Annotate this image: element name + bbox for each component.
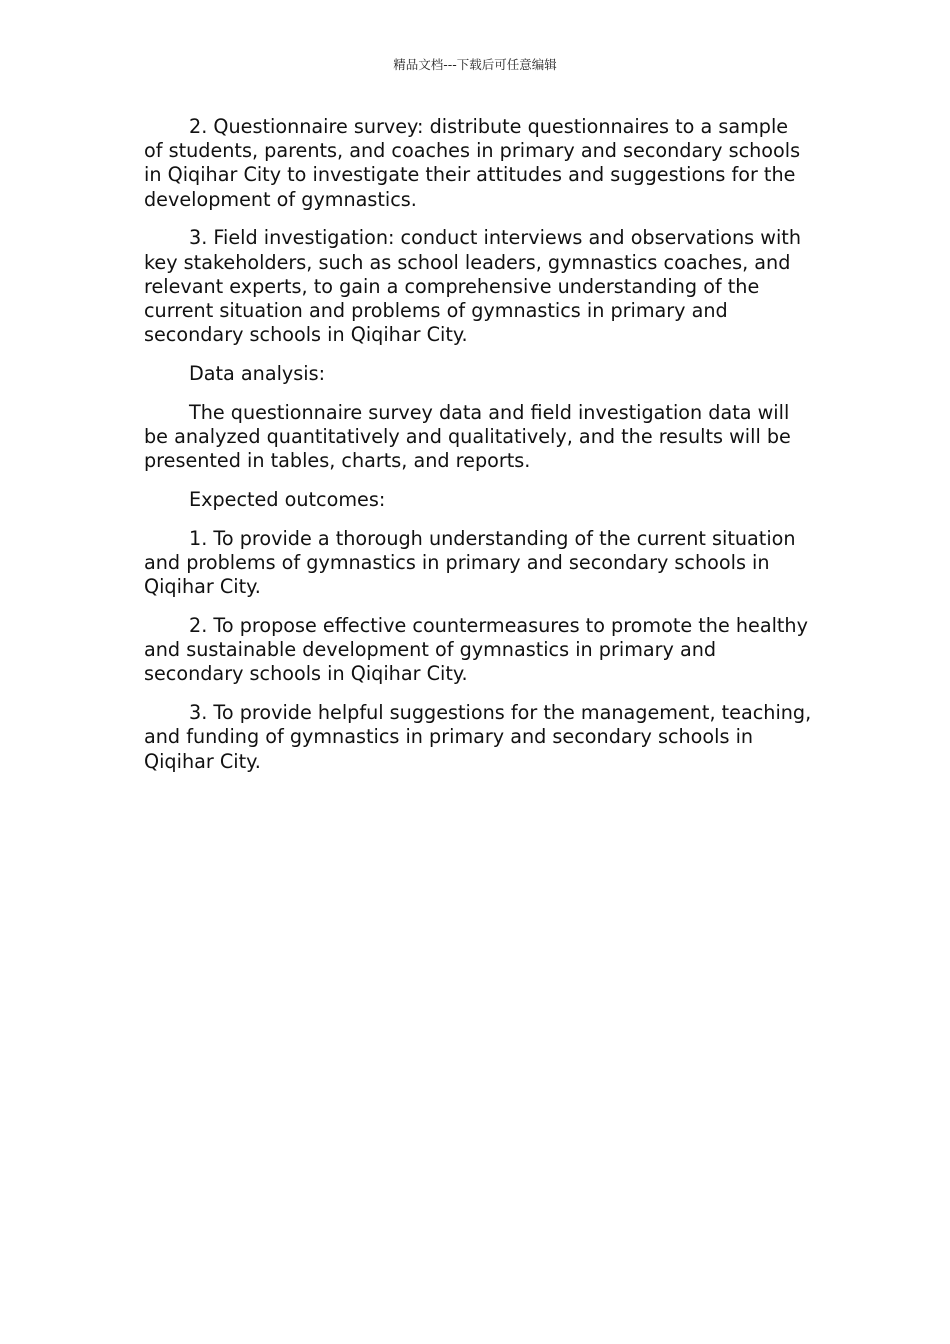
paragraph-outcome-2: 2. To propose effective countermeasures to promote the healthy and sustainable development of gymnastics in primary and secondary schools in Qiqihar City. xyxy=(144,614,808,686)
paragraph-questionnaire-survey: 2. Questionnaire survey: distribute questionnaires to a sample of students, parents, and coaches in primary and secondary schools in Qiqihar City to investigate their attitudes and suggestions for the development of gymnastics. xyxy=(144,115,801,211)
paragraph-data-analysis: The questionnaire survey data and field investigation data will be analyzed quantitatively and qualitatively, and the results will be presented in tables, charts, and reports. xyxy=(144,400,791,473)
paragraph-outcome-1: 1. To provide a thorough understanding of the current situation and problems of gymnastics in primary and secondary schools in Qiqihar City. xyxy=(144,526,796,599)
paragraph-field-investigation: 3. Field investigation: conduct interviews and observations with key stakeholders, such as school leaders, gymnastics coaches, and relevant experts, to gain a comprehensive understanding of the current situation and problems of gymnastics in primary and secondary schools in Qiqihar City. xyxy=(144,226,801,347)
paragraph-outcome-3: 3. To provide helpful suggestions for the management, teaching, and funding of gymnastics in primary and secondary schools in Qiqihar City. xyxy=(144,701,812,773)
heading-expected-outcomes: Expected outcomes: xyxy=(189,488,386,512)
page-header: 精品文档---下载后可任意编辑 xyxy=(393,57,557,72)
document-body xyxy=(144,115,812,788)
heading-data-analysis: Data analysis: xyxy=(189,362,326,386)
